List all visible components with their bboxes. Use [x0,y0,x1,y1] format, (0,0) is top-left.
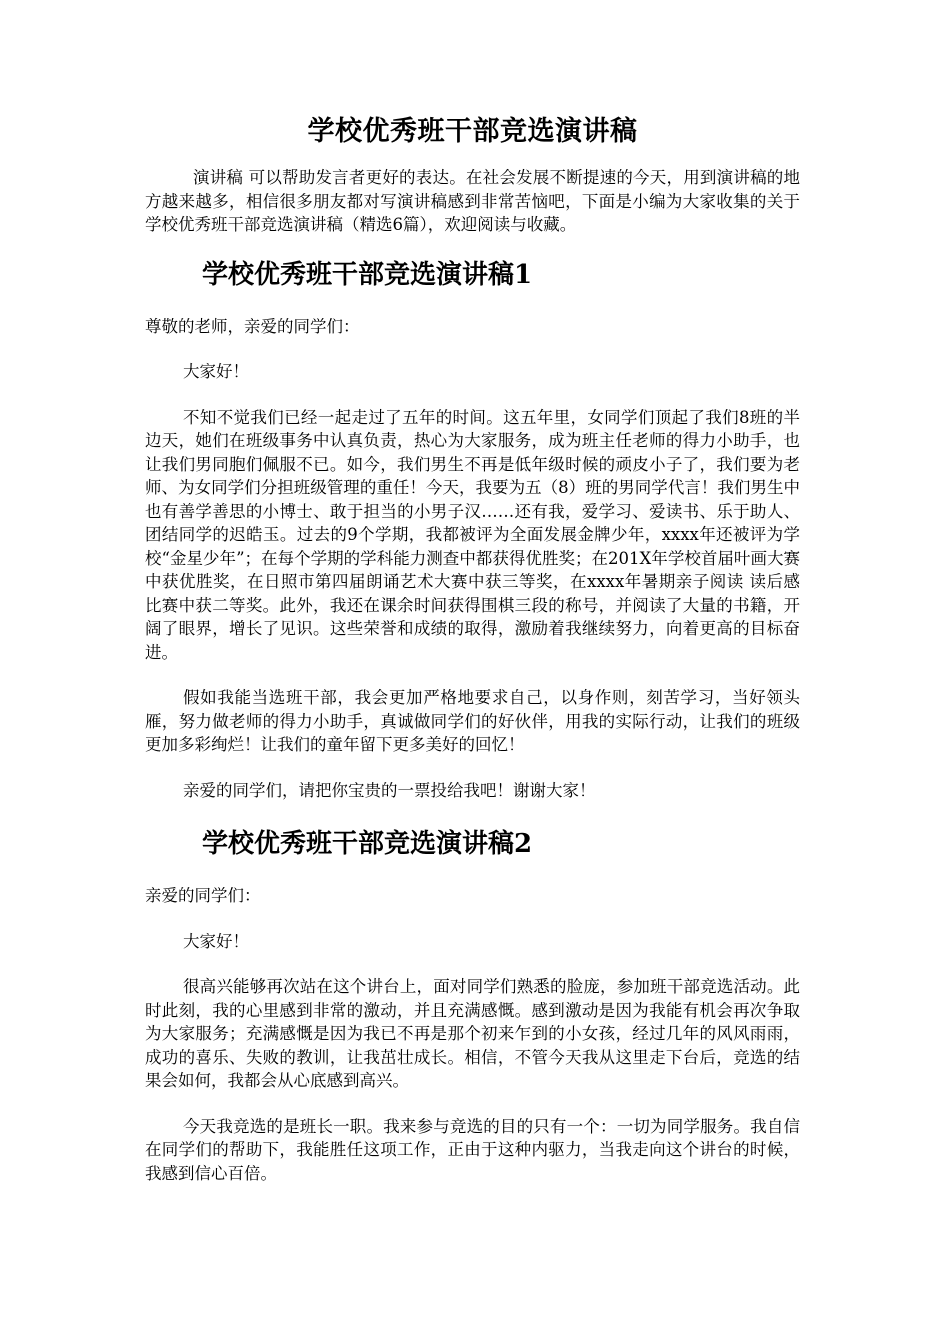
intro-paragraph: 演讲稿 可以帮助发言者更好的表达。在社会发展不断提速的今天，用到演讲稿的地方越来越多，相信很多朋友都对写演讲稿感到非常苦恼吧，下面是小编为大家收集的关于学校优秀班干部竞选演讲稿（精选6篇），欢迎阅读与收藏。 [145,168,800,234]
salutation: 尊敬的老师，亲爱的同学们： [145,316,360,336]
paragraph: 不知不觉我们已经一起走过了五年的时间。这五年里，女同学们顶起了我们8班的半边天，她们在班级事务中认真负责，热心为大家服务，成为班主任老师的得力小助手，也让我们男同胞们佩服不已。如今，我们男生不再是低年级时候的顽皮小子了，我们要为老师、为女同学们分担班级管理的重任！今天，我要为五（8）班的男同学代言！我们男生中也有善学善思的小博士、敢于担当的小男子汉……还有我，爱学习、爱读书、乐于助人、团结同学的迟皓玉。过去的9个学期，我都被评为全面发展金牌少年，xxxx年还被评为学校“金星少年”；在每个学期的学科能力测查中都获得优胜奖；在201X年学校首届叶画大赛中获优胜奖，在日照市第四届朗诵艺术大赛中获三等奖，在xxxx年暑期亲子阅读 读后感 比赛中获二等奖。此外，我还在课余时间获得围棋三段的称号，并阅读了大量的书籍，开阔了眼界，增长了见识。这些荣誉和成绩的取得，激励着我继续努力，向着更高的目标奋进。 [145,407,800,662]
section-2 [145,824,800,1185]
section-1 [145,255,800,803]
paragraph: 亲爱的同学们，请把你宝贵的一票投给我吧！谢谢大家！ [183,780,596,800]
salutation: 亲爱的同学们： [145,886,261,905]
section-heading: 学校优秀班干部竞选演讲稿1 [202,259,533,290]
paragraph: 大家好！ [183,931,249,951]
paragraph: 今天我竞选的是班长一职。我来参与竞选的目的只有一个：一切为同学服务。我自信在同学们的帮助下，我能胜任这项工作，正由于这种内驱力，当我走向这个讲台的时候，我感到信心百倍。 [145,1116,800,1183]
paragraph: 大家好！ [183,362,249,381]
document-title: 学校优秀班干部竞选演讲稿 [307,116,638,147]
section-heading: 学校优秀班干部竞选演讲稿2 [202,829,533,859]
paragraph: 假如我能当选班干部，我会更加严格地要求自己，以身作则，刻苦学习，当好领头雁，努力做老师的得力小助手，真诚做同学们的好伙伴，用我的实际行动，让我们的班级更加多彩绚烂！让我们的童年留下更多美好的回忆！ [145,688,800,754]
paragraph: 很高兴能够再次站在这个讲台上，面对同学们熟悉的脸庞，参加班干部竞选活动。此时此刻，我的心里感到非常的激动，并且充满感慨。感到激动是因为我能有机会再次争取为大家服务；充满感慨是因为我已不再是那个初来乍到的小女孩，经过几年的风风雨雨，成功的喜乐、失败的教训，让我茁壮成长。相信，不管今天我从这里走下台后，竞选的结果会如何，我都会从心底感到高兴。 [145,977,800,1090]
